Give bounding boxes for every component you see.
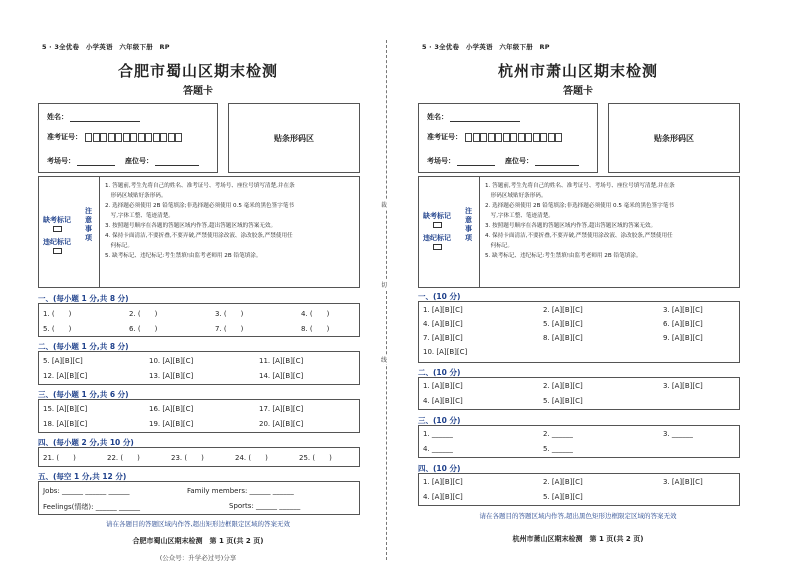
notice-line: 3. 按照题号顺序在各题的答题区域内作答,超出答题区域的答案无效。 xyxy=(105,223,277,229)
answer-item[interactable]: 3. ( ) xyxy=(215,310,244,318)
answer-item[interactable]: 13. [A][B][C] xyxy=(149,372,194,380)
answer-item[interactable]: 8. [A][B][C] xyxy=(543,334,583,342)
seat-field[interactable] xyxy=(155,157,199,166)
violation-mark-box[interactable] xyxy=(53,248,62,254)
section-3-head: 三、(10 分) xyxy=(418,416,461,425)
room-field[interactable] xyxy=(457,157,495,166)
exam-no-row xyxy=(427,132,563,142)
notice-line: 5. 缺考标记、违纪标记:考生禁填!由监考老师用 2B 铅笔填涂。 xyxy=(105,253,262,259)
page-subtitle: 答题卡 xyxy=(563,86,593,97)
cut-label: 切 xyxy=(381,282,388,289)
section-1-head: 一、(10 分) xyxy=(418,292,461,301)
answer-item[interactable]: 25. ( ) xyxy=(299,454,332,462)
notice-line: 形码区域贴好条形码。 xyxy=(105,193,167,199)
answer-item[interactable]: 22. ( ) xyxy=(107,454,140,462)
answer-item[interactable]: 5. [A][B][C] xyxy=(43,357,83,365)
violation-mark-label: 违纪标记 xyxy=(423,234,451,242)
notice-text xyxy=(105,181,355,261)
answer-item[interactable]: 11. [A][B][C] xyxy=(259,357,304,365)
violation-mark-box[interactable] xyxy=(433,244,442,250)
answer-item[interactable]: 3. [A][B][C] xyxy=(663,478,703,486)
notice-box xyxy=(38,176,360,288)
answer-item[interactable]: 3. ______ xyxy=(663,430,693,438)
notice-label: 注意事项 xyxy=(85,207,92,242)
answer-item[interactable]: 2. [A][B][C] xyxy=(543,478,583,486)
student-info-box xyxy=(418,103,598,173)
notice-text xyxy=(485,181,735,261)
cut-label: 裁 xyxy=(381,202,388,209)
series-label: 5 · 3全优卷 小学英语 六年级下册 RP xyxy=(422,43,550,51)
section-1-box xyxy=(38,303,360,337)
answer-item[interactable]: 4. ______ xyxy=(423,445,453,453)
answer-item[interactable]: 3. [A][B][C] xyxy=(663,306,703,314)
answer-item[interactable]: 2. ______ xyxy=(543,430,573,438)
exam-no-cells[interactable] xyxy=(85,133,183,142)
cut-line xyxy=(386,40,387,560)
answer-tip: 请在各题目的答题区域内作答,超出黑色矩形边框限定区域的答案无效 xyxy=(479,512,677,520)
seat-field[interactable] xyxy=(535,157,579,166)
answer-item[interactable]: 4. [A][B][C] xyxy=(423,493,463,501)
answer-item[interactable]: 15. [A][B][C] xyxy=(43,405,88,413)
notice-line: 4. 保持卡面清洁,不要折叠,不要弄破,严禁使用涂改液、涂改胶条,严禁使用任 xyxy=(105,233,293,239)
name-field[interactable] xyxy=(70,113,140,122)
answer-item[interactable]: Family members: ______ ______ xyxy=(187,487,294,495)
room-label: 考场号： xyxy=(427,157,455,165)
answer-item[interactable]: 8. ( ) xyxy=(301,325,330,333)
notice-line: 5. 缺考标记、违纪标记:考生禁填!由监考老师用 2B 铅笔填涂。 xyxy=(485,253,642,259)
exam-no-cells[interactable] xyxy=(465,133,563,142)
room-field[interactable] xyxy=(77,157,115,166)
answer-item[interactable]: 3. [A][B][C] xyxy=(663,382,703,390)
section-5-head: 五、(每空 1 分,共 12 分) xyxy=(38,472,127,481)
answer-item[interactable]: 4. ( ) xyxy=(301,310,330,318)
section-4-head: 四、(每小题 2 分,共 10 分) xyxy=(38,438,134,447)
page-title: 合肥市蜀山区期末检测 xyxy=(117,62,278,80)
answer-item[interactable]: 6. ( ) xyxy=(129,325,158,333)
absent-mark-box[interactable] xyxy=(53,226,62,232)
violation-mark-label: 违纪标记 xyxy=(43,238,71,246)
answer-item[interactable]: 2. [A][B][C] xyxy=(543,306,583,314)
answer-item[interactable]: 5. ______ xyxy=(543,445,573,453)
answer-item[interactable]: 5. [A][B][C] xyxy=(543,493,583,501)
notice-line: 1. 答题前,考生先将自己的姓名、准考证号、考场号、座位号填写清楚,并在条 xyxy=(105,183,295,189)
answer-item[interactable]: 1. [A][B][C] xyxy=(423,478,463,486)
answer-item[interactable]: 4. [A][B][C] xyxy=(423,397,463,405)
name-field[interactable] xyxy=(450,113,520,122)
answer-item[interactable]: 23. ( ) xyxy=(171,454,204,462)
answer-item[interactable]: Feelings(情绪): ______ ______ xyxy=(43,503,140,511)
section-2-box xyxy=(38,351,360,385)
section-2-head: 二、(10 分) xyxy=(418,368,461,377)
notice-line: 3. 按照题号顺序在各题的答题区域内作答,超出答题区域的答案无效。 xyxy=(485,223,657,229)
answer-item[interactable]: 10. [A][B][C] xyxy=(423,348,468,356)
section-3-box xyxy=(38,399,360,433)
answer-item[interactable]: Jobs: ______ ______ ______ xyxy=(43,487,130,495)
answer-item[interactable]: 1. ( ) xyxy=(43,310,72,318)
answer-item[interactable]: Sports: ______ ______ xyxy=(229,502,301,510)
notice-line: 写,字体工整、笔迹清楚。 xyxy=(105,213,174,219)
answer-item[interactable]: 6. [A][B][C] xyxy=(663,320,703,328)
answer-item[interactable]: 2. ( ) xyxy=(129,310,158,318)
answer-item[interactable]: 10. [A][B][C] xyxy=(149,357,194,365)
section-4-box xyxy=(418,473,740,506)
name-label: 姓名： xyxy=(427,113,448,121)
answer-item[interactable]: 20. [A][B][C] xyxy=(259,420,304,428)
watermark: (公众号：升学必过号)分享 xyxy=(159,554,237,562)
answer-item[interactable]: 9. [A][B][C] xyxy=(663,334,703,342)
section-3-box xyxy=(418,425,740,458)
section-4-box xyxy=(38,447,360,467)
series-label: 5 · 3全优卷 小学英语 六年级下册 RP xyxy=(42,43,170,51)
absent-mark-box[interactable] xyxy=(433,222,442,228)
answer-item[interactable]: 1. [A][B][C] xyxy=(423,306,463,314)
section-4-head: 四、(10 分) xyxy=(418,464,461,473)
exam-no-label: 准考证号： xyxy=(47,133,82,141)
seat-label: 座位号： xyxy=(125,157,153,165)
page-title: 杭州市萧山区期末检测 xyxy=(497,62,658,80)
absent-mark-label: 缺考标记 xyxy=(423,212,451,220)
room-seat-row xyxy=(427,156,579,166)
answer-item[interactable]: 1. ______ xyxy=(423,430,453,438)
left-answer-sheet xyxy=(18,0,378,565)
right-answer-sheet xyxy=(398,0,758,565)
page-footer: 合肥市蜀山区期末检测 第 1 页(共 2 页) xyxy=(132,537,264,545)
answer-item[interactable]: 7. [A][B][C] xyxy=(423,334,463,342)
answer-item[interactable]: 24. ( ) xyxy=(235,454,268,462)
notice-line: 4. 保持卡面清洁,不要折叠,不要弄破,严禁使用涂改液、涂改胶条,严禁使用任 xyxy=(485,233,673,239)
name-label: 姓名： xyxy=(47,113,68,121)
answer-item[interactable]: 7. ( ) xyxy=(215,325,244,333)
cut-label: 线 xyxy=(381,357,388,364)
answer-item[interactable]: 4. [A][B][C] xyxy=(423,320,463,328)
notice-line: 2. 选择题必须使用 2B 铅笔填涂;非选择题必须使用 0.5 毫米的黑色签字笔书 xyxy=(485,203,675,209)
answer-item[interactable]: 2. [A][B][C] xyxy=(543,382,583,390)
barcode-area: 贴条形码区 xyxy=(228,103,360,173)
answer-item[interactable]: 1. [A][B][C] xyxy=(423,382,463,390)
answer-item[interactable]: 19. [A][B][C] xyxy=(149,420,194,428)
room-label: 考场号： xyxy=(47,157,75,165)
section-2-head: 二、(每小题 1 分,共 8 分) xyxy=(38,342,129,351)
answer-item[interactable]: 21. ( ) xyxy=(43,454,76,462)
answer-item[interactable]: 16. [A][B][C] xyxy=(149,405,194,413)
notice-line: 2. 选择题必须使用 2B 铅笔填涂;非选择题必须使用 0.5 毫米的黑色签字笔书 xyxy=(105,203,295,209)
answer-item[interactable]: 5. [A][B][C] xyxy=(543,397,583,405)
section-3-head: 三、(每小题 1 分,共 6 分) xyxy=(38,390,129,399)
section-2-box xyxy=(418,377,740,410)
name-row xyxy=(47,112,140,122)
notice-line: 形码区域贴好条形码。 xyxy=(485,193,547,199)
section-1-box xyxy=(418,301,740,363)
notice-line: 1. 答题前,考生先将自己的姓名、准考证号、考场号、座位号填写清楚,并在条 xyxy=(485,183,675,189)
notice-box xyxy=(418,176,740,288)
answer-item[interactable]: 12. [A][B][C] xyxy=(43,372,88,380)
answer-item[interactable]: 5. ( ) xyxy=(43,325,72,333)
notice-line: 何标记。 xyxy=(105,243,133,249)
room-seat-row xyxy=(47,156,199,166)
answer-item[interactable]: 18. [A][B][C] xyxy=(43,420,88,428)
answer-item[interactable]: 5. [A][B][C] xyxy=(543,320,583,328)
section-1-head: 一、(每小题 1 分,共 8 分) xyxy=(38,294,129,303)
student-info-box xyxy=(38,103,218,173)
exam-no-label: 准考证号： xyxy=(427,133,462,141)
exam-no-row xyxy=(47,132,183,142)
answer-tip: 请在各题目的答题区域内作答,超出矩形边框限定区域的答案无效 xyxy=(105,520,291,528)
notice-label: 注意事项 xyxy=(465,207,472,242)
notice-line: 写,字体工整、笔迹清楚。 xyxy=(485,213,554,219)
answer-item[interactable]: 14. [A][B][C] xyxy=(259,372,304,380)
name-row xyxy=(427,112,520,122)
answer-item[interactable]: 17. [A][B][C] xyxy=(259,405,304,413)
seat-label: 座位号： xyxy=(505,157,533,165)
absent-mark-label: 缺考标记 xyxy=(43,216,71,224)
page-subtitle: 答题卡 xyxy=(183,86,213,97)
notice-line: 何标记。 xyxy=(485,243,513,249)
barcode-area: 贴条形码区 xyxy=(608,103,740,173)
page-footer: 杭州市萧山区期末检测 第 1 页(共 2 页) xyxy=(512,535,644,543)
section-5-box xyxy=(38,481,360,515)
